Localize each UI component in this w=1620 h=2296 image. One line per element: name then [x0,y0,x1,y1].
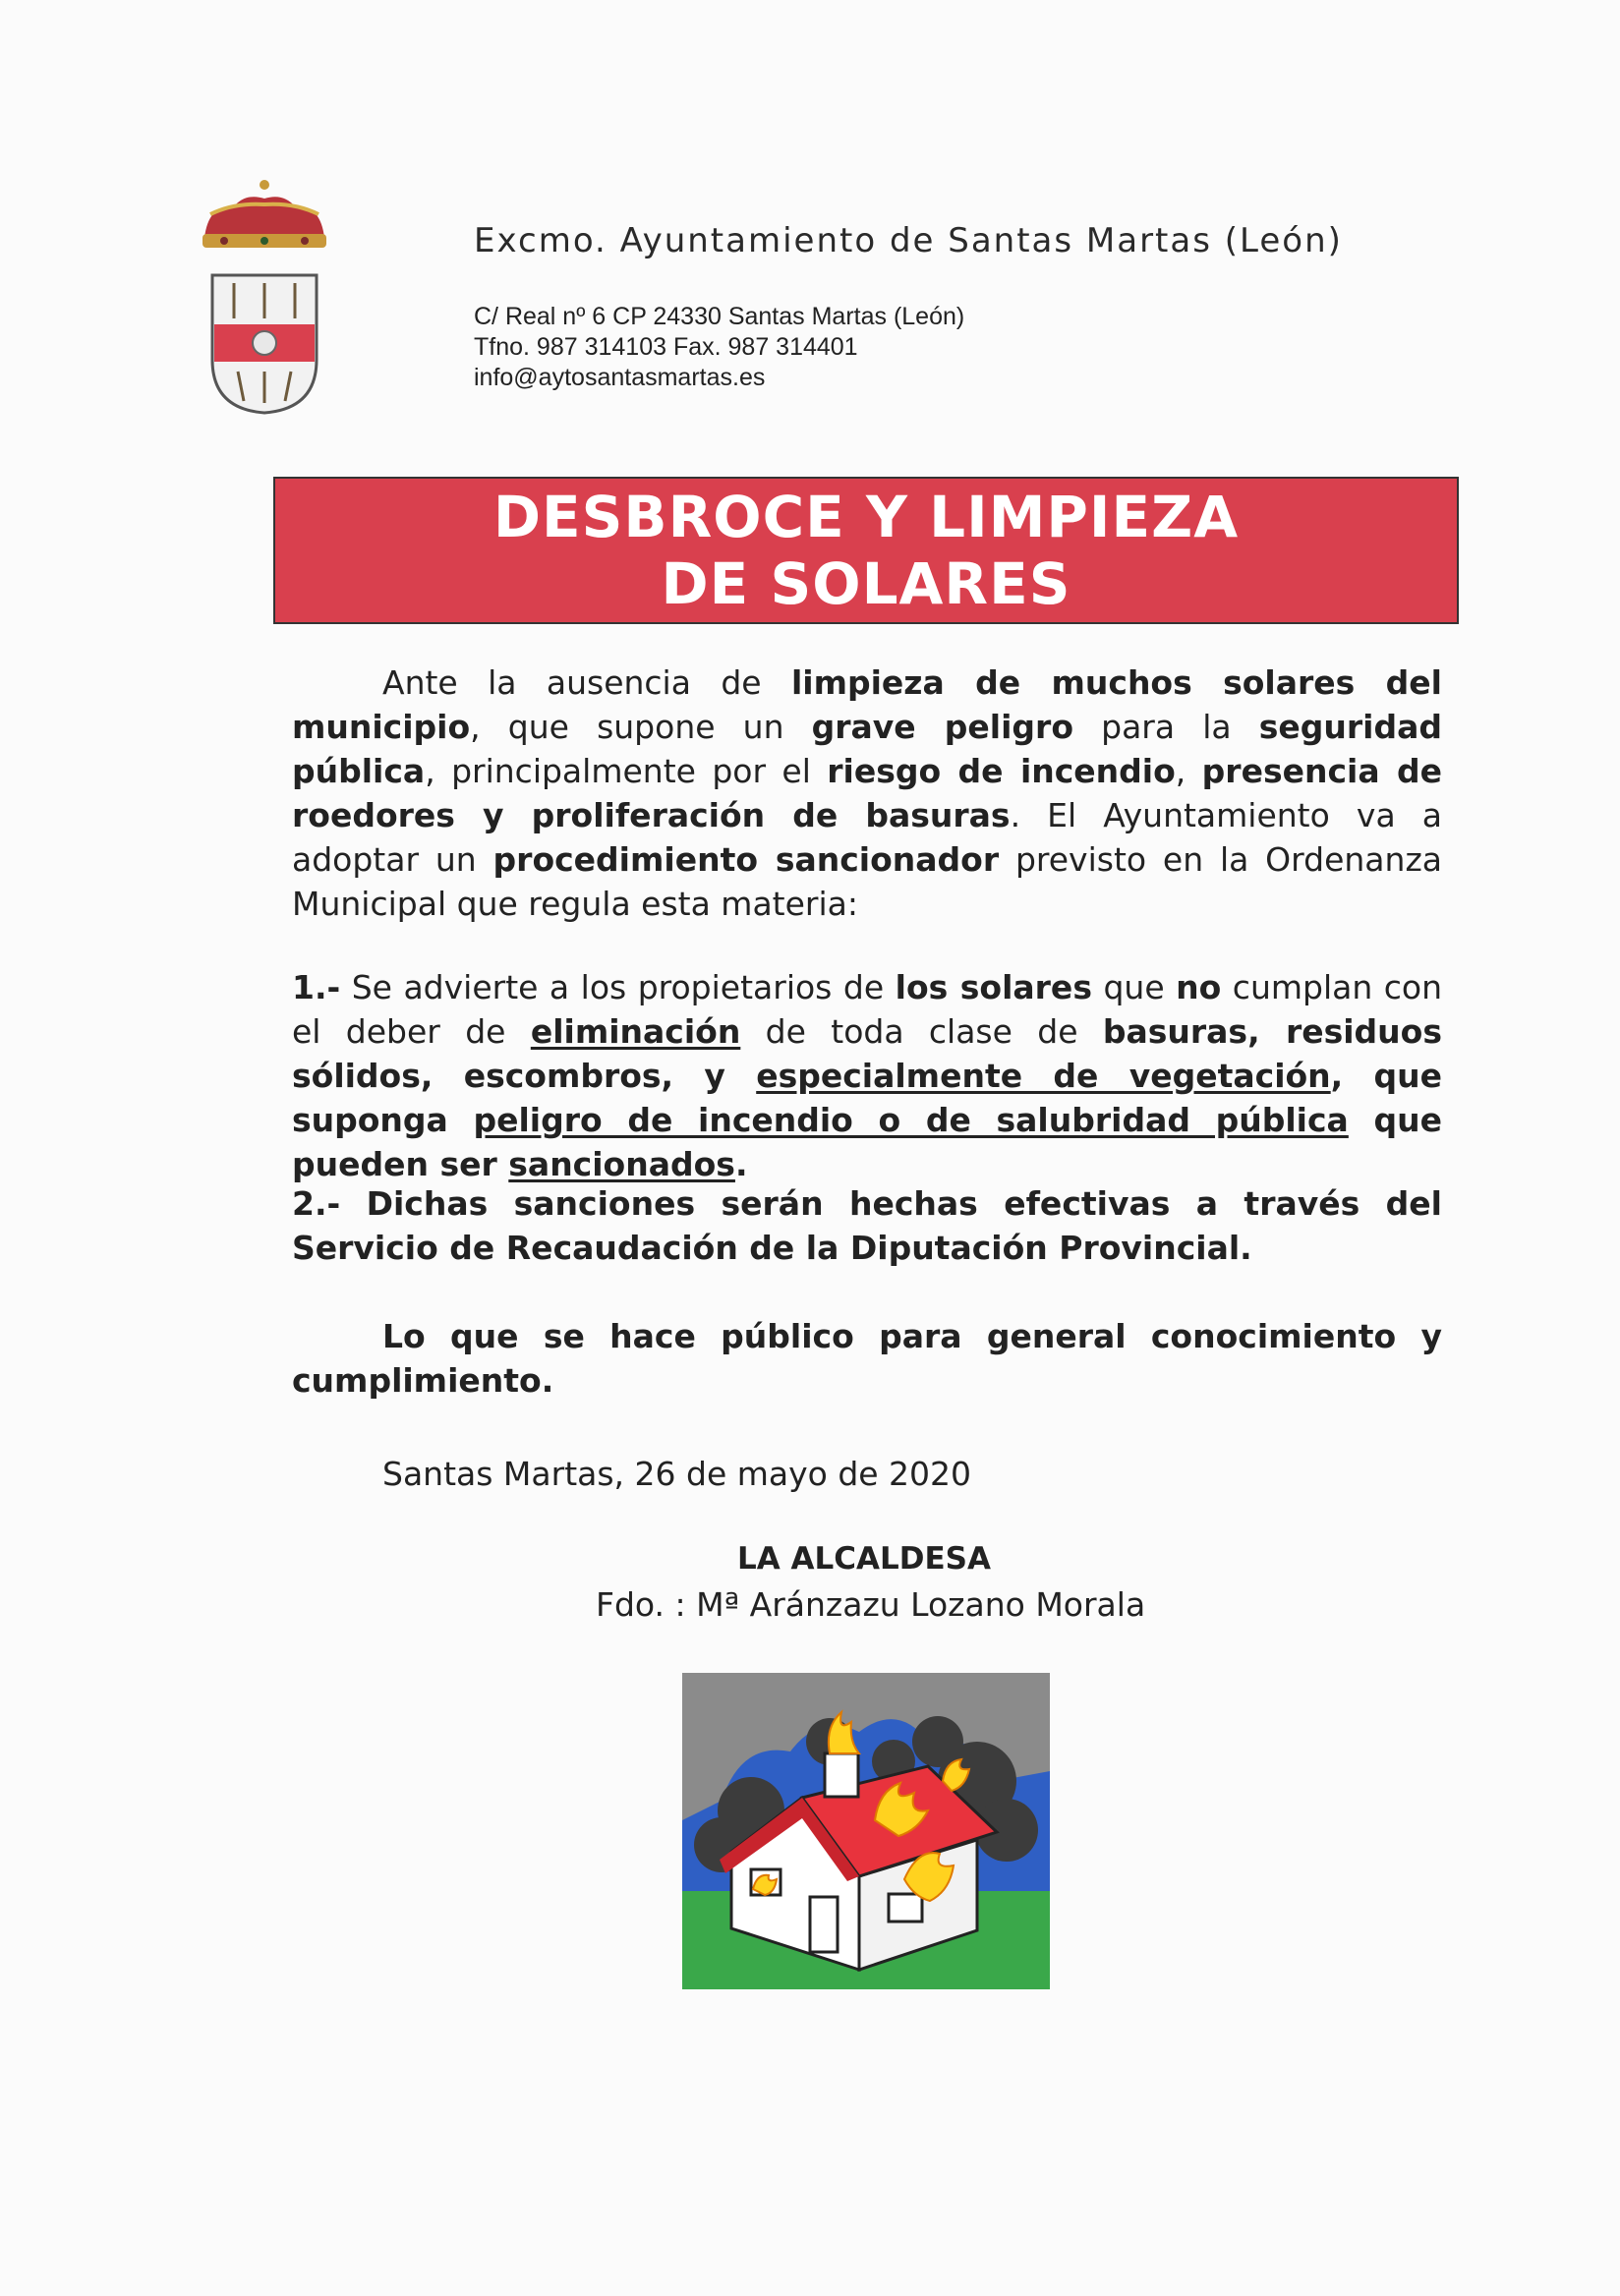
intro-text: , [1175,752,1202,790]
intro-text: Ante la ausencia de [382,663,791,702]
intro-emphasis: seguridad pública [292,708,1442,790]
intro-emphasis: presencia de roedores y proliferación de basuras [292,752,1442,834]
point-2-paragraph: 2.- Dichas sanciones serán hechas efectivas a través del Servicio de Recaudación de la Diputación Provincial. [292,1184,1442,1267]
intro-text: , principalmente por el [425,752,828,790]
point-text: que [1091,968,1177,1006]
intro-emphasis: riesgo de incendio [827,752,1176,790]
point-text: cumplan con el deber de [292,968,1443,1051]
intro-text: , que supone un [470,708,812,746]
intro-emphasis: limpieza de muchos solares del municipio [292,663,1442,746]
house-fire-illustration-icon [682,1673,1050,1989]
intro-text: previsto en la Ordenanza Municipal que regula esta materia: [292,840,1442,923]
signatory-name: Fdo. : Mª Aránzazu Lozano Morala [596,1585,1146,1624]
point-emphasis: los solares [895,968,1092,1006]
banner-title: DESBROCE Y LIMPIEZA DE SOLARES [492,484,1240,617]
point-underlined: eliminación [530,1012,741,1051]
point-underlined: especialmente de vegetación [756,1057,1331,1095]
point-number: 1.- [292,968,341,1006]
point-emphasis: , que suponga [292,1057,1442,1139]
intro-text: para la [1073,708,1259,746]
point-emphasis: . [734,1145,748,1183]
coat-of-arms-icon [195,177,334,415]
point-emphasis: que pueden ser [292,1101,1442,1183]
date-line: Santas Martas, 26 de mayo de 2020 [382,1455,972,1493]
contact-block [474,302,964,393]
point-emphasis: no [1176,968,1222,1006]
intro-text: . El Ayuntamiento va a adoptar un [292,796,1442,879]
intro-paragraph [292,660,1442,926]
intro-emphasis: procedimiento sancionador [492,840,1000,879]
email-line: info@aytosantasmartas.es [474,364,766,391]
address-line: C/ Real nº 6 CP 24330 Santas Martas (León) [474,303,965,330]
point-1-paragraph [292,965,1442,1186]
intro-emphasis: grave peligro [811,708,1074,746]
signatory-role: LA ALCALDESA [737,1541,992,1577]
point-underlined: peligro de incendio o de salubridad pública [473,1101,1349,1139]
phone-fax-line: Tfno. 987 314103 Fax. 987 314401 [474,333,858,361]
point-emphasis: basuras, residuos sólidos, escombros, y [292,1012,1442,1095]
point-text: Se advierte a los propietarios de [340,968,896,1006]
point-text: de toda clase de [740,1012,1103,1051]
point-underlined: sancionados [508,1145,735,1183]
closing-text: Lo que se hace público para general conocimiento y cumplimiento. [292,1317,1442,1400]
title-banner [273,477,1459,624]
closing-paragraph [292,1314,1442,1403]
organization-name: Excmo. Ayuntamiento de Santas Martas (León) [474,221,1343,260]
